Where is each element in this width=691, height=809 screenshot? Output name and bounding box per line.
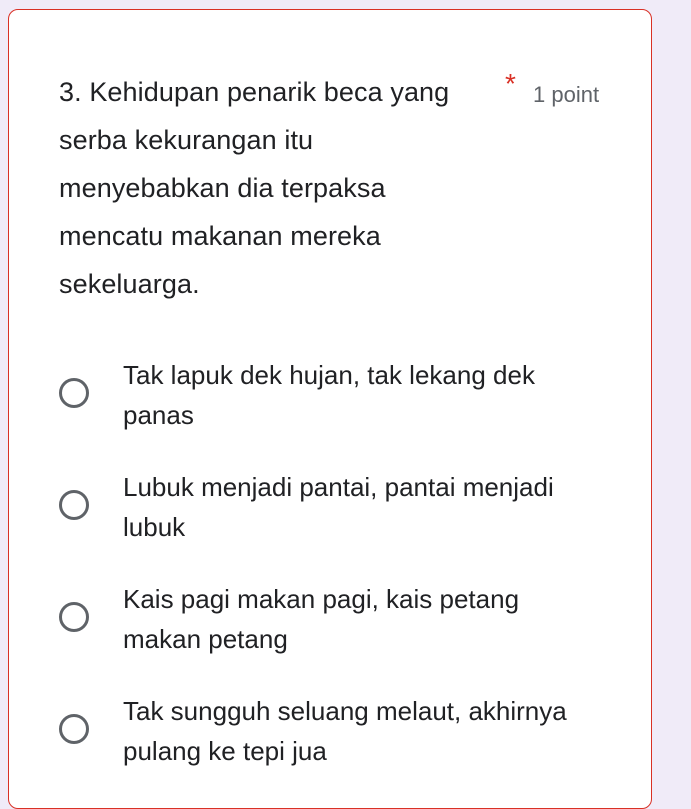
question-header <box>59 68 619 308</box>
option-3[interactable] <box>59 579 619 691</box>
option-label: Tak sungguh seluang melaut, akhirnya pulang ke tepi jua <box>123 696 567 766</box>
option-label: Tak lapuk dek hujan, tak lekang dek panas <box>123 360 535 430</box>
radio-button-icon[interactable] <box>59 714 89 744</box>
option-label: Lubuk menjadi pantai, pantai menjadi lubuk <box>123 472 554 542</box>
option-1[interactable] <box>59 355 619 467</box>
option-2[interactable] <box>59 467 619 579</box>
radio-button-icon[interactable] <box>59 602 89 632</box>
radio-button-icon[interactable] <box>59 490 89 520</box>
option-label: Kais pagi makan pagi, kais petang makan petang <box>123 584 520 654</box>
question-title: 3. Kehidupan penarik beca yang serba kekurangan itu menyebabkan dia terpaksa mencatu makanan mereka sekeluarga. <box>59 77 450 299</box>
required-asterisk: * <box>505 68 516 99</box>
option-4[interactable] <box>59 691 619 803</box>
options-radio-group <box>59 355 619 803</box>
question-points: 1 point <box>533 82 600 107</box>
question-card <box>8 9 652 809</box>
radio-button-icon[interactable] <box>59 378 89 408</box>
